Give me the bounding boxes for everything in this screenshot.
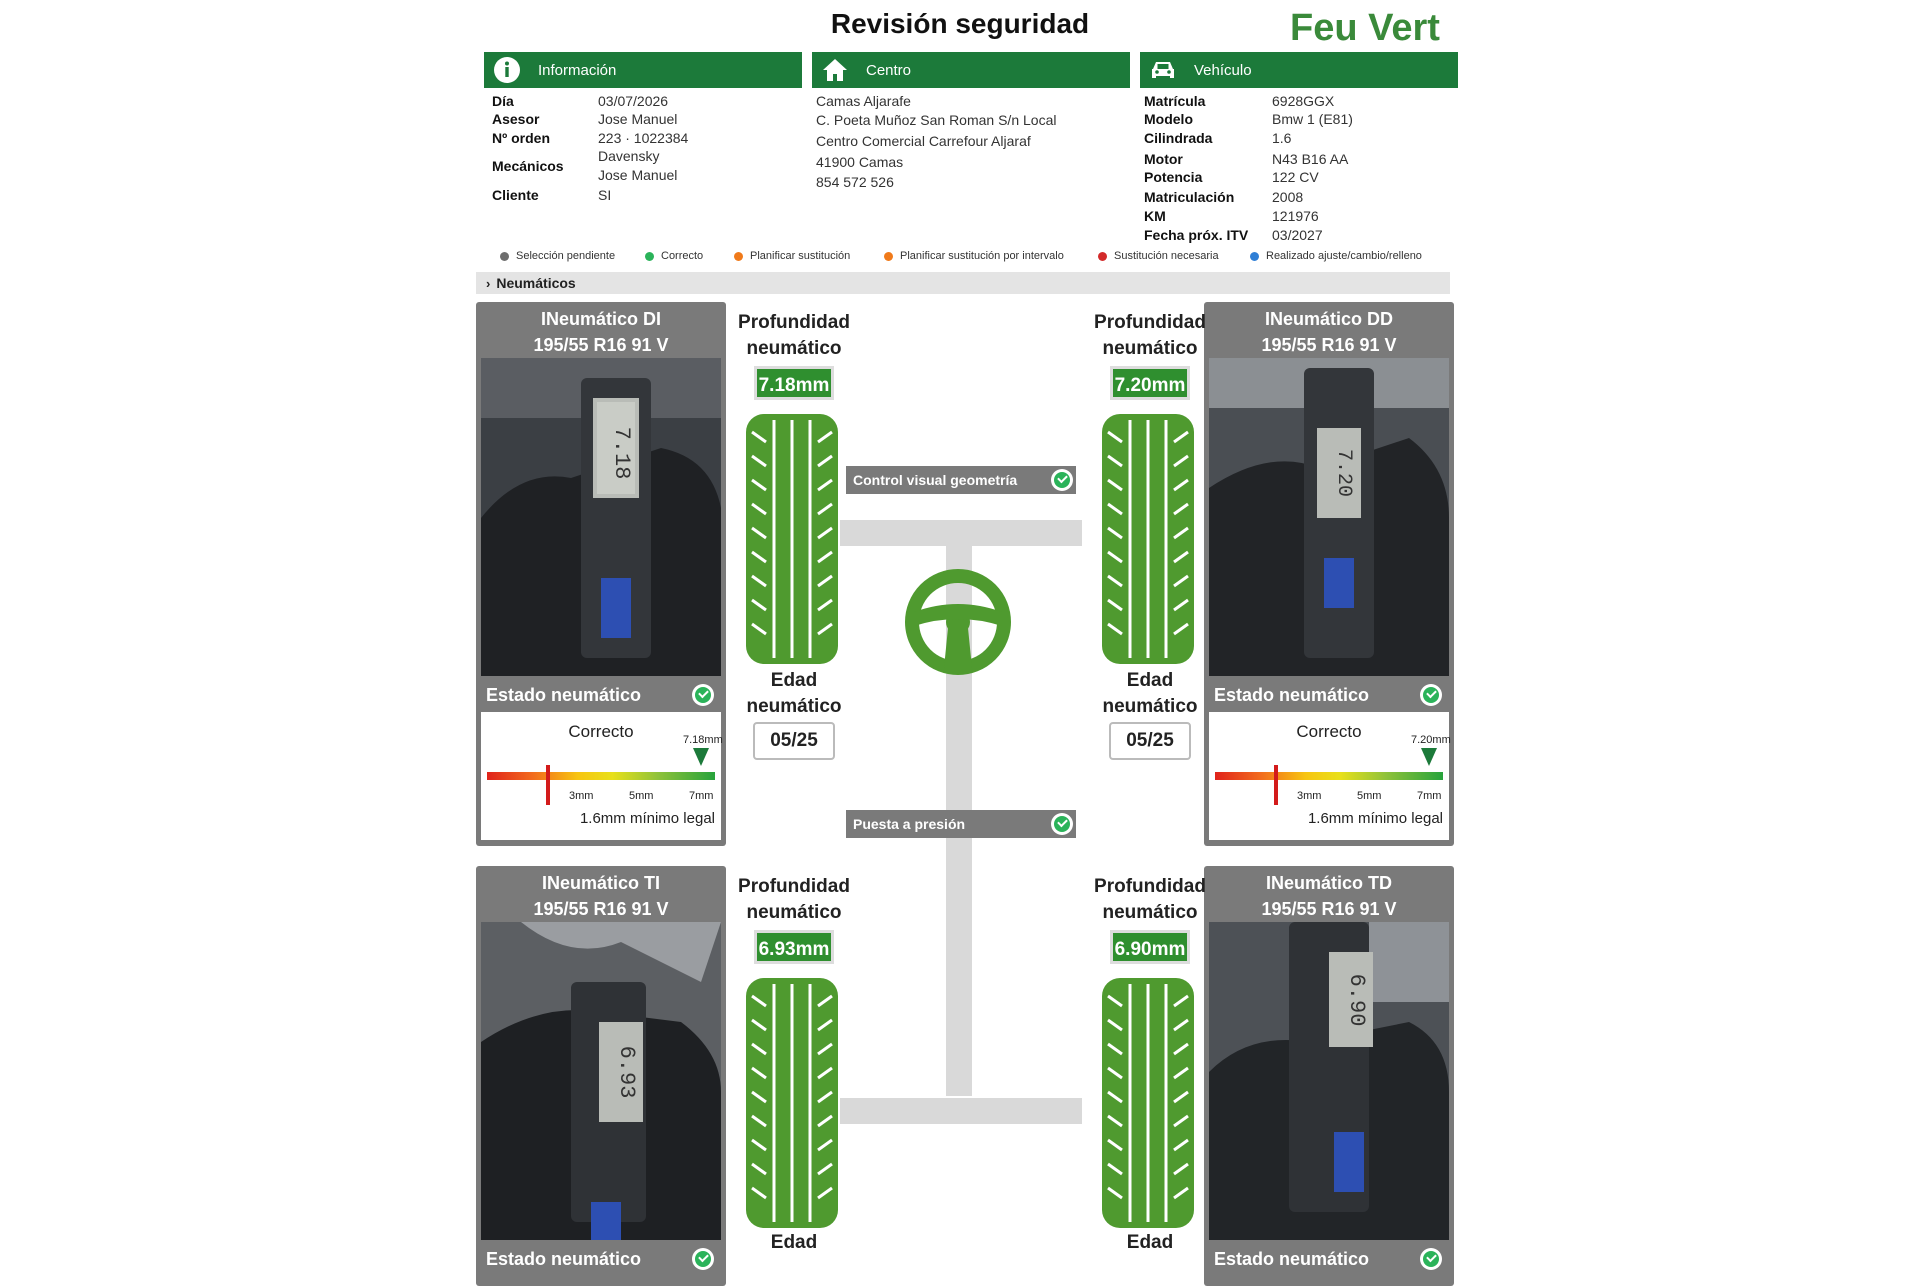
gauge-gradient [1215,772,1443,780]
gauge-gradient [487,772,715,780]
legend-item [1250,250,1422,262]
tire-card-header [476,866,726,922]
check-presion [846,810,1076,838]
info-icon [492,55,522,85]
depth-label-di [734,310,854,362]
veh-value: N43 B16 AA [1272,151,1349,167]
legend-item [884,250,1064,262]
veh-label: KM [1144,208,1166,224]
info-value: 03/07/2026 [598,93,669,109]
gauge-marker-icon [1421,748,1437,766]
tire-name: INeumático TI [541,873,661,893]
status-dot-icon [1098,252,1107,261]
tire-name: INeumático DD [1264,309,1394,329]
gauge-marker-icon [693,748,709,766]
veh-label: Fecha próx. ITV [1144,227,1249,243]
info-value: Jose Manuel [598,111,678,127]
car-icon [1148,55,1178,85]
tick-label: 3mm [1297,790,1322,802]
tire-photo[interactable] [1209,358,1449,676]
veh-value: 2008 [1272,189,1304,205]
age-label-di [734,668,854,720]
tire-icon [744,976,840,1230]
status-dot-icon [884,252,893,261]
depth-label-line: neumático [746,902,842,923]
legend-item [1098,250,1219,262]
tire-estado-row [476,680,726,710]
feu-vert-logo [1290,2,1450,52]
check-label: Control visual geometría [853,472,1018,488]
depth-label-line: neumático [1102,902,1198,923]
tire-name: INeumático TD [1265,873,1393,893]
legend-item [734,250,850,262]
tire-photo[interactable] [481,358,721,676]
veh-value: Bmw 1 (E81) [1272,111,1353,127]
legend-item [645,250,703,262]
tire-icon [1100,976,1196,1230]
tire-size: 195/55 R16 91 V [1261,899,1397,919]
legend-label: Correcto [661,250,704,262]
check-ok-icon [692,684,714,706]
age-label-line: Edad [1126,670,1174,691]
gauge-marker-value: 7.18mm [683,734,723,746]
tick-label: 7mm [1417,790,1442,802]
veh-label: Potencia [1144,169,1203,185]
estado-label: Estado neumático [486,685,642,705]
legend-label: Planificar sustitución por intervalo [900,250,1064,262]
info-value-2: Jose Manuel [598,167,678,183]
status-dot-icon [500,252,509,261]
tire-status: Correcto [568,722,634,741]
legal-minimum-text: 1.6mm mínimo legal [579,810,715,827]
centro-line: Centro Comercial Carrefour Aljaraf [816,133,1031,149]
brand-text: Feu Vert [1290,7,1440,49]
info-label: Nº orden [492,130,551,146]
veh-label: Matrícula [1144,93,1206,109]
tire-size: 195/55 R16 91 V [1261,335,1397,355]
gauge-reading: 7.18 [609,426,634,480]
veh-value: 6928GGX [1272,93,1335,109]
tire-card-header [476,302,726,358]
age-label-ti [734,1230,854,1256]
section-title-informacion: Información [538,61,617,79]
check-ok-icon [1051,469,1073,491]
depth-label-line: Profundidad [1094,876,1206,897]
tire-status: Correcto [1296,722,1362,741]
legend-item [500,250,615,262]
depth-value-di: 7.18mm [754,366,834,400]
age-label-dd [1090,668,1210,720]
age-value-di: 05/25 [753,722,835,760]
tire-card-td [1204,866,1454,1286]
gauge-reading: 6.93 [614,1045,639,1099]
tire-estado-row [1204,1244,1454,1274]
section-title-vehiculo: Vehículo [1194,61,1252,79]
rear-axle [840,1098,1082,1124]
legend-label: Planificar sustitución [750,250,851,262]
tire-size: 195/55 R16 91 V [533,335,669,355]
age-label-line: Edad [770,1232,818,1253]
estado-label: Estado neumático [486,1249,642,1269]
info-label: Mecánicos [492,158,564,174]
veh-value: 03/2027 [1272,227,1323,243]
info-label: Asesor [492,111,540,127]
depth-value-dd: 7.20mm [1110,366,1190,400]
legal-limit-marker [546,765,550,805]
home-icon [820,55,850,85]
tire-card-header [1204,302,1454,358]
check-ok-icon [692,1248,714,1270]
page-title: Revisión seguridad [830,8,1090,39]
tick-label: 3mm [569,790,594,802]
check-ok-icon [1051,813,1073,835]
tick-label: 5mm [1357,790,1382,802]
veh-value: 122 CV [1272,169,1319,185]
section-header-informacion [484,52,802,88]
depth-label-td [1090,874,1210,926]
depth-label-line: Profundidad [738,876,850,897]
depth-value-ti: 6.93mm [754,930,834,964]
centro-line: 41900 Camas [816,154,904,170]
status-dot-icon [1250,252,1259,261]
veh-label: Modelo [1144,111,1193,127]
tire-icon [744,412,840,666]
tick-label: 5mm [629,790,654,802]
veh-label: Cilindrada [1144,130,1213,146]
tire-card-di [476,302,726,846]
tire-photo[interactable] [1209,922,1449,1240]
front-axle [840,520,1082,546]
age-label-td [1090,1230,1210,1256]
tire-estado-row [1204,680,1454,710]
tire-icon [1100,412,1196,666]
tire-photo[interactable] [481,922,721,1240]
legend-label: Realizado ajuste/cambio/relleno [1266,250,1422,262]
veh-label: Motor [1144,151,1183,167]
depth-label-line: neumático [746,338,842,359]
info-value: SI [598,187,612,203]
centro-line: Camas Aljarafe [816,93,911,109]
info-label: Día [492,93,514,109]
section-title-centro: Centro [866,61,912,79]
veh-value: 121976 [1272,208,1319,224]
depth-label-ti [734,874,854,926]
legend-label: Sustitución necesaria [1114,250,1219,262]
check-ok-icon [1420,684,1442,706]
legal-limit-marker [1274,765,1278,805]
info-label: Cliente [492,187,539,203]
tire-size: 195/55 R16 91 V [533,899,669,919]
veh-label: Matriculación [1144,189,1235,205]
check-geometria [846,466,1076,494]
tread-gauge [481,712,721,840]
info-value: 223 · 1022384 [598,130,689,146]
age-label-line: neumático [746,696,842,717]
depth-value-td: 6.90mm [1110,930,1190,964]
age-label-line: neumático [1102,696,1198,717]
gauge-reading: 7.20 [1332,448,1355,498]
veh-value: 1.6 [1272,130,1292,146]
tread-gauge [1209,712,1449,840]
tire-card-header [1204,866,1454,922]
estado-label: Estado neumático [1214,1249,1370,1269]
tick-label: 7mm [689,790,714,802]
age-label-line: Edad [1126,1232,1174,1253]
steering-wheel-icon [904,568,1012,676]
gauge-reading: 6.90 [1344,973,1369,1027]
depth-label-line: neumático [1102,338,1198,359]
chevron-right-icon: › [486,275,491,291]
status-dot-icon [734,252,743,261]
estado-label: Estado neumático [1214,685,1370,705]
centro-line: C. Poeta Muñoz San Roman S/n Local [816,112,1057,128]
check-label: Puesta a presión [853,816,966,832]
section-header-centro [812,52,1130,88]
age-label-line: Edad [770,670,818,691]
legal-minimum-text: 1.6mm mínimo legal [1307,810,1443,827]
section-bar-title: Neumáticos [496,275,576,291]
section-header-vehiculo [1140,52,1458,88]
legend-label: Selección pendiente [516,250,616,262]
tire-card-dd [1204,302,1454,846]
check-ok-icon [1420,1248,1442,1270]
depth-label-line: Profundidad [1094,312,1206,333]
tire-name: INeumático DI [540,309,662,329]
tire-estado-row [476,1244,726,1274]
info-value: Davensky [598,148,660,164]
status-dot-icon [645,252,654,261]
tire-card-ti [476,866,726,1286]
depth-label-dd [1090,310,1210,362]
age-value-dd: 05/25 [1109,722,1191,760]
depth-label-line: Profundidad [738,312,850,333]
centro-line: 854 572 526 [816,174,894,190]
gauge-marker-value: 7.20mm [1411,734,1451,746]
section-bar-neumaticos[interactable] [476,272,1450,294]
